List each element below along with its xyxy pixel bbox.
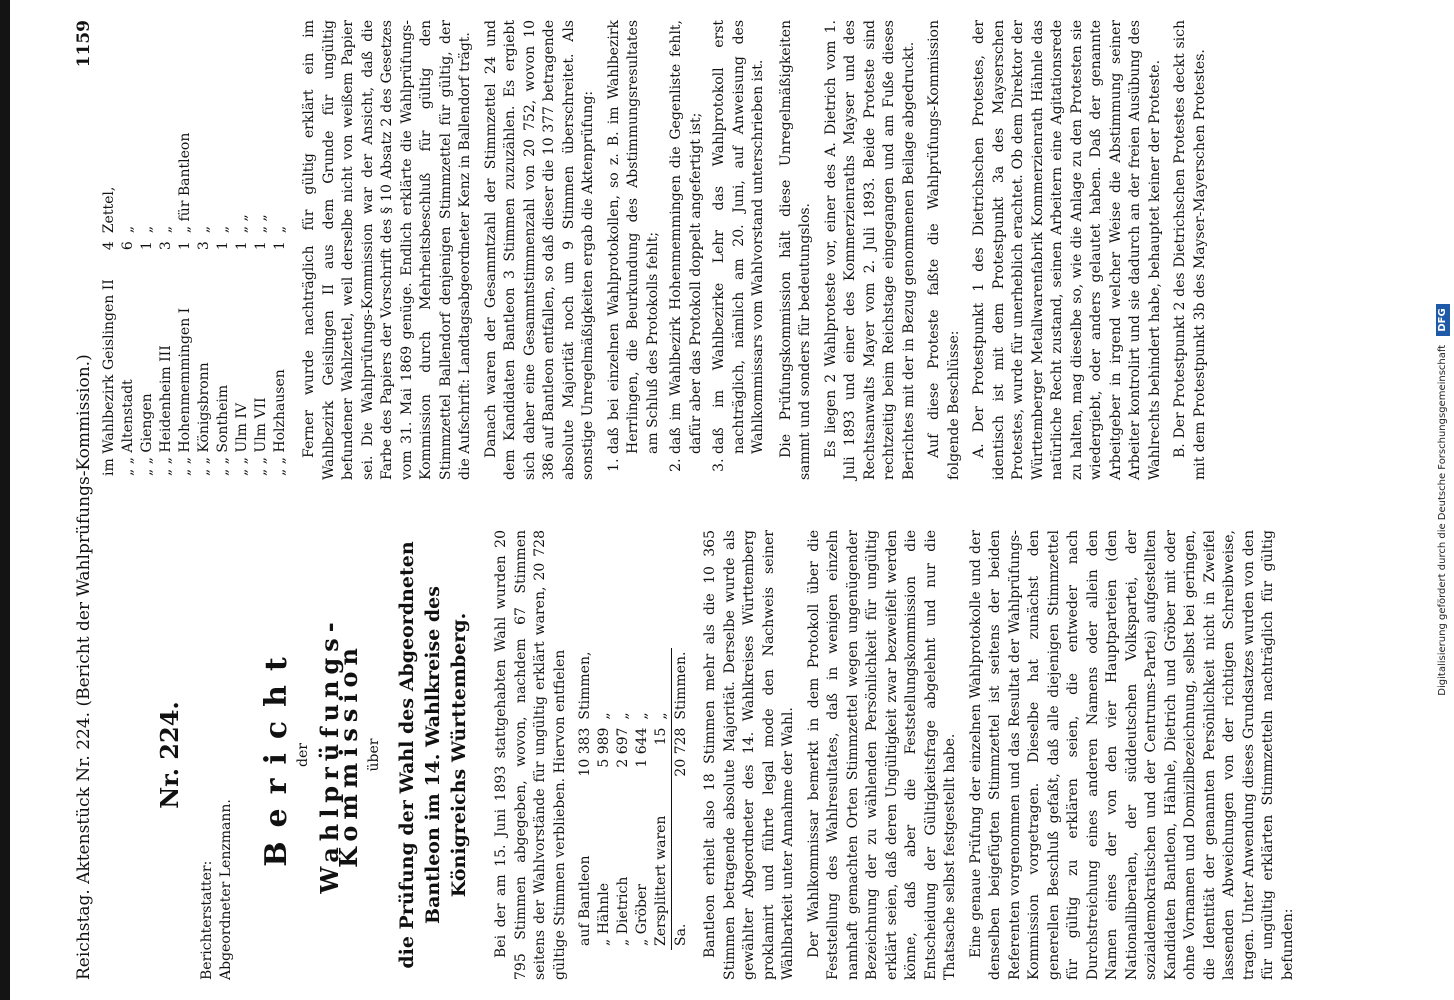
district-unit: „ bbox=[158, 225, 174, 234]
votes-total-row bbox=[672, 648, 692, 950]
district-count: 4 bbox=[101, 241, 117, 251]
vote-unit: Stimmen, bbox=[577, 651, 593, 720]
district-row bbox=[195, 129, 214, 480]
district-name: „ „ Sontheim bbox=[215, 384, 231, 476]
vote-unit: „ bbox=[653, 712, 669, 720]
district-name: „ „ Hohenmemmingen I bbox=[177, 307, 193, 476]
votes-total-label: Sa. bbox=[672, 812, 692, 950]
vote-candidate: „ Hähnle bbox=[596, 882, 612, 946]
district-count: 1 bbox=[177, 241, 193, 251]
vote-row bbox=[652, 648, 672, 950]
document-page bbox=[60, 0, 1400, 1000]
vote-count: 10 383 bbox=[577, 727, 593, 777]
district-row bbox=[271, 129, 290, 480]
vote-candidate: „ Gröber bbox=[634, 884, 650, 946]
running-head: Reichstag. Aktenstück Nr. 224. (Bericht der Wahlprüfungs-Kommission.) bbox=[74, 354, 94, 980]
districts-table bbox=[100, 129, 290, 480]
district-count: 6 bbox=[120, 241, 136, 251]
left-column bbox=[130, 530, 1304, 980]
district-name: „ „ Holzhausen bbox=[272, 369, 288, 476]
district-unit: „ bbox=[215, 225, 231, 234]
reporter bbox=[198, 530, 237, 980]
vote-count: 1 644 bbox=[634, 727, 650, 768]
district-count: 3 bbox=[158, 241, 174, 251]
scan-edge bbox=[0, 0, 10, 1000]
vote-candidate: Zersplittert waren bbox=[653, 815, 669, 946]
irregularity-item: 2. daß im Wahlbezirk Hohenmemmingen die Gegenliste fehlt, dafür aber das Protokoll doppelt angefertigt ist; bbox=[667, 20, 706, 454]
paragraph-protest-b: B. Der Protestpunkt 2 des Dietrichschen Protestes deckt sich mit dem Protestpunkt 3b des Mayser-Mayerschen Protestes. bbox=[1172, 20, 1208, 480]
district-unit: „ für Bantleon bbox=[177, 132, 193, 234]
district-count: 1 bbox=[215, 241, 231, 251]
irregularities-list bbox=[605, 20, 769, 480]
title-der: der bbox=[295, 743, 311, 767]
left-column-paragraphs bbox=[701, 530, 1298, 980]
reporter-label: Berichterstatter: bbox=[198, 860, 215, 980]
district-count: 1 bbox=[139, 241, 155, 251]
vote-unit: „ bbox=[634, 712, 650, 720]
left-paragraph: Eine genaue Prüfung der einzelnen Wahlprotokolle und der denselben beigefügten Stimmzettel ist seitens der beiden Referenten vorgenommen und das Resultat der Wahlprüfungs-Kommission vorgetragen. Dieselbe hat zunächst den generellen Beschluß gefaßt, daß alle diejenigen Stimmzettel für gültig zu erklären seien, die entweder nach Durchstreichung eines anderen Namens oder allein den Namen eines der von den vier Hauptparteien (den Nationalliberalen, der süddeutschen Volkspartei, der sozialdemokratischen und der Centrums-Partei) aufgestellten Kandidaten Bantleon, Hähnle, Dietrich und Gröber mit oder ohne Vornamen und Domizilbezeichnung, selbst bei geringen, die Identität der genannten Persönlichkeit nicht in Zweifel lassenden Abweichungen von der richtigen Schreibweise, tragen. Unter Anwendung dieses Grundsatzes wurden von den für ungültig erklärten Stimmzetteln nachträglich für gültig befunden: bbox=[967, 530, 1296, 980]
document-number: Nr. 224. bbox=[155, 701, 184, 809]
right-column bbox=[100, 20, 1216, 480]
vote-count: 5 989 bbox=[596, 727, 612, 768]
irregularity-item: 3. daß im Wahlbezirke Lehr das Wahlprotokoll erst nachträglich, nämlich am 20. Juni, auf Anweisung des Wahlkommissars vom Wahlvorstand unterschrieben ist. bbox=[710, 20, 769, 454]
vote-row bbox=[576, 648, 595, 950]
district-unit: „ bbox=[120, 225, 136, 234]
left-paragraph: Der Wahlkommissar bemerkt in dem Protokoll über die Feststellung des Wahlresultates, daß in wenigen einzeln namhaft gemachten Orten Stimmzettel wegen ungenügender Bezeichnung der zu wählenden Persönlichkeit für ungültig erklärt seien, daß deren Ungültigkeit zwar bezweifelt werden könne, daß aber die Feststellungskommission die Entscheidung der Gültigkeitsfrage abgelehnt und nur die Thatsache selbst festgestellt habe. bbox=[805, 530, 958, 980]
district-unit: „ bbox=[272, 225, 288, 234]
vote-count: 15 bbox=[653, 727, 669, 746]
paragraph-danach: Danach waren der Gesammtzahl der Stimmzettel 24 und dem Kandidaten Bantleon 3 Stimmen zuzuzählen. Es ergiebt sich daher eine Gesammtstimmenzahl von 20 752, wovon 10 386 auf Bantleon entfallen, so daß dieser die 10 377 betragende absolute Majorität noch um 9 Stimmen überschreitet. Als sonstige Unregelmäßigkeiten ergab die Aktenprüfung: bbox=[482, 20, 596, 480]
district-name: „ „ Königsbronn bbox=[196, 362, 212, 476]
paragraph-protest-a: A. Der Protestpunkt 1 des Dietrichschen Protestes, der identisch ist mit dem Protestpunkt 3a des Mayserschen Protestes, wurde für unerheblich erachtet. Ob dem Direktor der Württemberger Metallwarenfabrik Kommerzienrath Hähnle das natürliche Recht zustand, seinen Arbeitern eine Agitationsrede zu halten, mag dieselbe so, wie die Anlage zu den Protesten sie wiedergiebt, oder anders gelautet haben. Daß der genannte Arbeitgeber in irgend welcher Weise die Abstimmung seiner Arbeiter kontrolirt und sie dadurch an der freien Ausübung des Wahlrechts behindert habe, behauptet keiner der Proteste. bbox=[971, 20, 1163, 480]
dfg-logo: DFG bbox=[1436, 304, 1450, 335]
report-subtitle: die Prüfung der Wahl des Abgeordneten Bantleon im 14. Wahlkreise des Königreichs Württemberg. bbox=[396, 541, 470, 969]
district-name: „ „ Giengen bbox=[139, 393, 155, 476]
district-count: 1 bbox=[272, 241, 288, 251]
left-paragraph: Bantleon erhielt also 18 Stimmen mehr als die 10 365 Stimmen betragende absolute Majorität. Derselbe wurde als gewählter Abgeordneter des 14. Wahlkreises Württemberg proklamirt und führte legal mode den Nachweis seiner Wählbarkeit unter Annahme der Wahl. bbox=[702, 530, 796, 980]
district-count: 1 bbox=[253, 241, 269, 251]
vote-candidate: „ Dietrich bbox=[615, 876, 631, 946]
district-unit: Zettel, bbox=[101, 186, 117, 234]
digitization-text: Digitalisierung gefördert durch die Deutsche Forschungsgemeinschaft bbox=[1437, 344, 1448, 696]
votes-total-count: 20 728 bbox=[672, 724, 692, 812]
district-name: „ „ Ulm IV bbox=[234, 402, 250, 476]
vote-unit: „ bbox=[596, 712, 612, 720]
paragraph-proteste: Es liegen 2 Wahlproteste vor, einer des A. Dietrich vom 1. Juli 1893 und einer des Kommerzienraths Mayser und des Rechtsanwalts Mayer vom 2. Juli 1893. Beide Proteste sind rechtzeitig beim Reichstage eingegangen und am Fuße dieses Berichtes mit der in Bezug genommenen Beilage abgedruckt. bbox=[822, 20, 917, 480]
votes-table bbox=[576, 648, 691, 950]
vote-row bbox=[614, 648, 633, 950]
district-unit: „ „ bbox=[253, 214, 269, 234]
district-row bbox=[252, 129, 271, 480]
district-unit: „ bbox=[196, 225, 212, 234]
district-name: im Wahlbezirk Geislingen II bbox=[101, 279, 117, 476]
district-name: „ „ Altenstadt bbox=[120, 379, 136, 476]
district-row bbox=[100, 129, 119, 480]
commission-title: Wahlprüfungs-Kommission bbox=[314, 616, 363, 894]
digitization-note bbox=[1410, 0, 1448, 1000]
irregularity-item: 1. daß bei einzelnen Wahlprotokollen, so z. B. im Wahlbezirk Herrlingen, die Beurkundung des Abstimmungsresultates am Schluß des Protokolls fehlt; bbox=[605, 20, 664, 454]
title-ueber: über bbox=[365, 738, 382, 772]
district-row bbox=[119, 129, 138, 480]
district-name: „ „ Ulm VII bbox=[253, 397, 269, 476]
vote-candidate: auf Bantleon bbox=[577, 855, 593, 946]
paragraph-bedeutungslos: Die Prüfungskommission hält diese Unregelmäßigkeiten sammt und sonders für bedeutungslos. bbox=[777, 20, 813, 480]
vote-row bbox=[633, 648, 652, 950]
district-count: 3 bbox=[196, 241, 212, 251]
district-row bbox=[138, 129, 157, 480]
paragraph-ferner: Ferner wurde nachträglich für gültig erklärt ein im Wahlbezirk Geislingen II aus dem Grunde für ungültig befundener Wahlzettel, weil derselbe nicht von weißem Papier sei. Die Wahlprüfungs-Kommission war der Ansicht, daß die Farbe des Papiers der Vorschrift des § 10 Absatz 2 des Gesetzes vom 31. Mai 1869 genüge. Endlich erklärte die Wahlprüfungs-Kommission durch Mehrheitsbeschluß für gültig den Stimmzettel Ballendorf denjenigen Stimmzettel für gültig, der die Aufschrift: Landtagsabgeordneter Kenz in Ballendorf trägt. bbox=[301, 20, 473, 480]
paragraph-beschluesse: Auf diese Proteste faßte die Wahlprüfungs-Kommission folgende Beschlüsse: bbox=[926, 20, 962, 480]
vote-row bbox=[595, 648, 614, 950]
district-row bbox=[176, 129, 195, 480]
district-row bbox=[214, 129, 233, 480]
district-row bbox=[233, 129, 252, 480]
district-row bbox=[157, 129, 176, 480]
reporter-name: Abgeordneter Lenzmann. bbox=[218, 799, 234, 980]
vote-count: 2 697 bbox=[615, 727, 631, 768]
intro-paragraph: Bei der am 15. Juni 1893 stattgehabten Wahl wurden 20 795 Stimmen abgegeben, wovon, nachdem 67 Stimmen seitens der Wahlvorstände für ungültig erklärt waren, 20 728 gültige Stimmen verblieben. Hiervon entfielen bbox=[493, 530, 568, 980]
district-name: „ „ Heidenheim III bbox=[158, 345, 174, 476]
page-number: 1159 bbox=[74, 20, 94, 68]
district-unit: „ bbox=[139, 225, 155, 234]
votes-total-unit: Stimmen. bbox=[672, 648, 692, 724]
report-title: Bericht bbox=[258, 643, 294, 867]
district-unit: „ „ bbox=[234, 214, 250, 234]
vote-unit: „ bbox=[615, 712, 631, 720]
district-count: 1 bbox=[234, 241, 250, 251]
